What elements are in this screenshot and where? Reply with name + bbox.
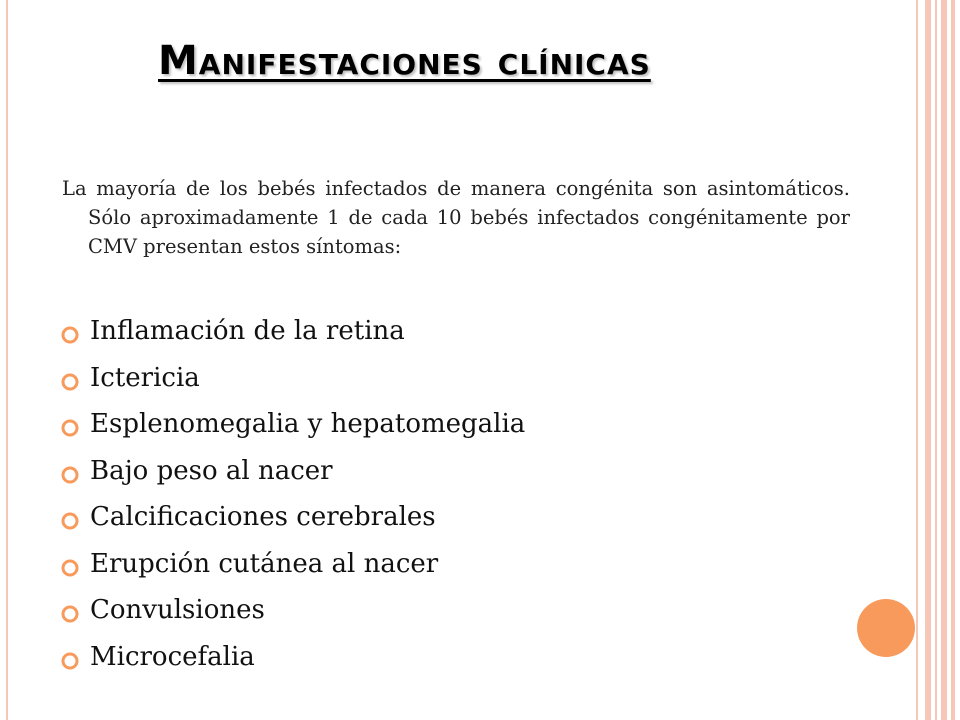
list-item-label: Convulsiones [90,595,265,626]
list-item-label: Microcefalia [90,641,255,672]
list-item-label: Calcificaciones cerebrales [90,502,436,533]
right-decorative-stripe-4 [951,0,955,720]
ring-bullet-icon [60,465,80,485]
ring-bullet-icon [60,558,80,578]
slide-title: Manifestaciones clínicas [158,38,651,84]
ring-bullet-icon [60,511,80,531]
list-item-label: Esplenomegalia y hepatomegalia [90,409,526,440]
list-item-label: Bajo peso al nacer [90,455,333,486]
list-item-label: Ictericia [90,362,200,393]
list-item [60,587,525,634]
list-item [60,401,525,448]
right-decorative-stripe-2 [935,0,937,720]
list-item [60,448,525,495]
ring-bullet-icon [60,604,80,624]
ring-bullet-icon [60,651,80,671]
list-item [60,634,525,681]
right-decorative-stripe-3 [941,0,947,720]
accent-circle [857,599,915,657]
ring-bullet-icon [60,418,80,438]
list-item-label: Erupción cutánea al nacer [90,548,439,579]
list-item-label: Inflamación de la retina [90,316,405,347]
list-item [60,494,525,541]
symptom-list [60,308,525,680]
ring-bullet-icon [60,372,80,392]
list-item [60,308,525,355]
ring-bullet-icon [60,325,80,345]
list-item [60,541,525,588]
intro-paragraph: La mayoría de los bebés infectados de manera congénita son asintomáticos. Sólo aproximadamente 1 de cada 10 bebés infectados congénitamente por CMV presentan estos síntomas: [62,177,850,258]
right-decorative-stripe-1 [925,0,931,720]
list-item [60,355,525,402]
